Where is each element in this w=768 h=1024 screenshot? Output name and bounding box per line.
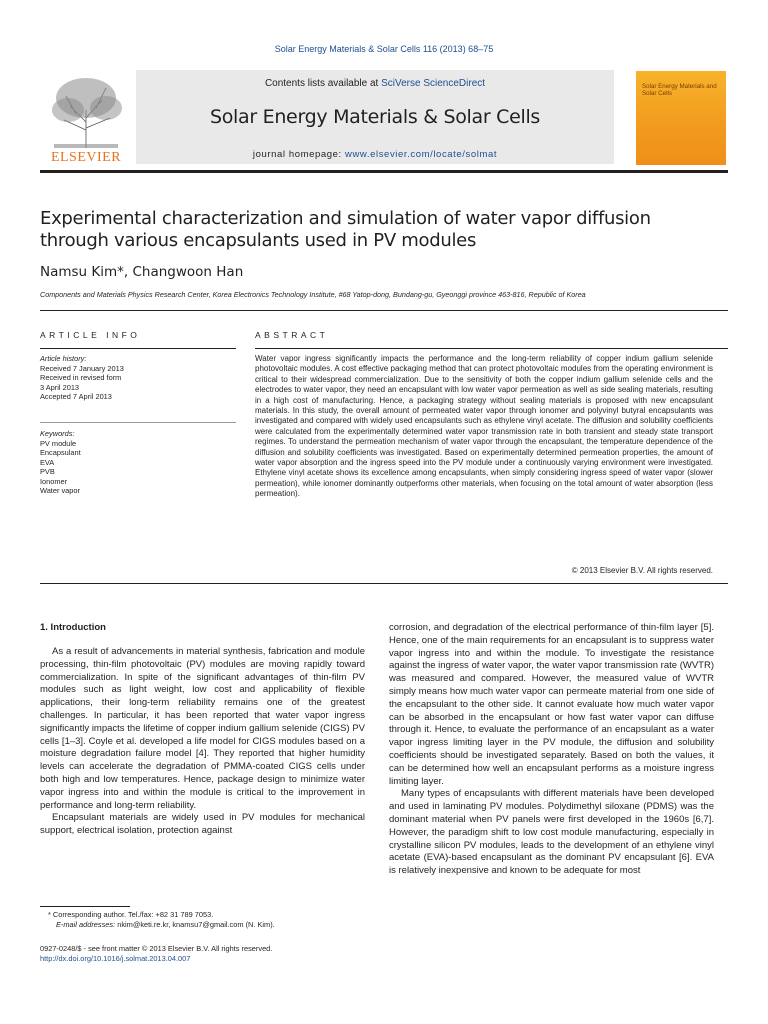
divider <box>255 348 728 349</box>
homepage-link[interactable]: www.elsevier.com/locate/solmat <box>345 149 498 160</box>
contents-prefix: Contents lists available at <box>264 78 382 89</box>
footnote <box>40 910 370 930</box>
paragraph: corrosion, and degradation of the electrical performance of thin-film layer [5]. Hence, one of the main requirements for an encapsulant is to suppress water vapor ingress into and within the module. To investigate the resistance against the ingress of water vapor, the water vapor transmission rate (WVTR) was measured and compared. However, the measured value of WVTR simply means how much water vapor can permeate material from one side of the encapsulant to the other side. It cannot evaluate how much water vapor can be absorbed in the encapsulant or how fast water vapor can diffuse through it. Hence, to evaluate the performance of an encapsulant as a water vapor ingress limiting layer in the PV module, the diffusion and solubility coefficients should be investigated separately. Based on both the values, it can be determined how well an encapsulant performs as a moisture ingress limiting layer. <box>389 622 714 787</box>
journal-cover-image <box>636 71 726 165</box>
doi-link[interactable]: http://dx.doi.org/10.1016/j.solmat.2013.04.007 <box>40 954 191 963</box>
history-item: Received in revised form <box>40 373 122 382</box>
paragraph: As a result of advancements in material synthesis, fabrication and module processing, thin-film photovoltaic (PV) modules are moving rapidly toward commercialization. In spite of the significant advantages of thin-film PV modules such as light weight, low cost and applicability of flexible applications, their long-term reliability remains one of the greatest challenges. In particular, it has been reported that water vapor ingress significantly impacts the lifetime of copper indium gallium selenide (CIGS) PV cells [1–3]. Coyle et al. developed a life model for CIGS modules based on a moisture degradation failure model [4]. They reported that higher humidity levels can accelerate the degradation of PMMA-coated CIGS cells under both high and low temperatures. Hence, package design to minimize water vapor ingress into and within the module is critical to the improvement in performance and long-term reliability. <box>40 646 365 811</box>
history-item: Received 7 January 2013 <box>40 363 124 373</box>
body-column-right <box>389 622 714 878</box>
email-label: E-mail addresses: <box>56 920 116 929</box>
keywords-label: Keywords: <box>40 429 75 438</box>
keyword-item: Water vapor <box>40 486 80 495</box>
author-emails[interactable]: nkim@keti.re.kr, knamsu7@gmail.com (N. Kim). <box>115 920 275 929</box>
keyword-item: EVA <box>40 457 55 467</box>
contents-line <box>136 78 614 89</box>
footnote-divider <box>40 906 130 907</box>
corresponding-author: * Corresponding author. Tel./fax: +82 31 789 7053. <box>48 910 214 919</box>
body-column-left <box>40 646 365 838</box>
journal-name: Solar Energy Materials & Solar Cells <box>209 106 541 128</box>
issn-line: 0927-0248/$ - see front matter © 2013 Elsevier B.V. All rights reserved. <box>40 944 273 953</box>
keyword-item: PVB <box>40 467 55 476</box>
author-affiliation: Components and Materials Physics Research Center, Korea Electronics Technology Institute, #68 Yatop-dong, Bundang-gu, Gyeonggi province 463-816, Republic of Korea <box>40 290 586 299</box>
publisher-name: ELSEVIER <box>50 150 122 165</box>
copyright-notice: © 2013 Elsevier B.V. All rights reserved. <box>571 566 713 575</box>
keywords <box>40 429 236 496</box>
homepage-line <box>136 149 614 160</box>
issn-info <box>40 944 400 964</box>
history-item: 3 April 2013 <box>40 382 80 392</box>
elsevier-logo <box>40 70 132 166</box>
sciencedirect-link[interactable]: SciVerse ScienceDirect <box>381 78 486 89</box>
divider <box>40 583 728 584</box>
article-authors: Namsu Kim*, Changwoon Han <box>40 264 244 280</box>
history-item: Accepted 7 April 2013 <box>40 392 112 401</box>
article-info-heading: ARTICLE INFO <box>40 330 141 340</box>
article-history <box>40 354 236 402</box>
homepage-prefix: journal homepage: <box>252 149 346 160</box>
paragraph: Encapsulant materials are widely used in PV modules for mechanical support, electrical isolation, protection against <box>40 812 365 837</box>
abstract-heading: ABSTRACT <box>255 330 329 340</box>
article-title: Experimental characterization and simulation of water vapor diffusion through various encapsulants used in PV modules <box>40 208 651 251</box>
paragraph: Many types of encapsulants with different materials have been developed and used in laminating PV modules. Polydimethyl siloxane (PDMS) was the dominant material when PV panels were first developed in the 1960s [6,7]. However, the paradigm shift to low cost module manufacturing, especially in crystalline silicon PV modules, leads to the development of an ethylene vinyl acetate (EVA)-based encapsulant as the dominant PV encapsulant [6]. EVA is relatively inexpensive and known to be adequate for most <box>389 788 714 877</box>
introduction-heading: 1. Introduction <box>40 622 106 633</box>
cover-title: Solar Energy Materials and Solar Cells <box>642 83 717 97</box>
keyword-item: PV module <box>40 438 77 448</box>
header-divider <box>40 170 728 173</box>
history-label: Article history: <box>40 354 87 363</box>
keyword-item: Encapsulant <box>40 448 81 457</box>
divider <box>40 310 728 311</box>
abstract-text: Water vapor ingress significantly impacts the performance and the long-term reliability of copper indium gallium selenide photovoltaic modules. A cost effective packaging method that can protect photovoltaic modules from the operating environment is critical to their widespread commercialization. Due to the sensitivity of both the copper indium gallium selenide cells and the electrodes to water vapor, they need an encapsulant with low water vapor permeation as well as side sealing materials, resulting in a high cost of manufacturing. Hence, a packaging strategy without sealing materials is proposed with new encapsulant materials. In this study, the overall amount of permeated water vapor through ionomer and polyvinyl butyral encapsulants was investigated and compared with widely used encapsulants such as ethylene vinyl acetate. The diffusion and solubility coefficients were calculated from the experimentally determined water vapor transmission rate in both transient and steady state transport regimes. To understand the permeation mechanism of water vapor through the encapsulant, the temperature dependence of the diffusion and solubility coefficients was investigated. Based on experimentally determined permeation properties, the amount of water vapor absorption and the ingress speed into the PV module under a continuously varying environment were investigated. Ethylene vinyl acetate shows its excellence among encapsulants, when simply considering ingress speed of water vapor (slower permeation), while ionomer dominantly outperforms other materials, when focusing on the total amount of water absorption (less permeation). <box>255 354 713 499</box>
keyword-item: Ionomer <box>40 476 68 486</box>
divider <box>40 422 236 423</box>
journal-citation[interactable]: Solar Energy Materials & Solar Cells 116 (2013) 68–75 <box>274 44 494 54</box>
divider <box>40 348 236 349</box>
